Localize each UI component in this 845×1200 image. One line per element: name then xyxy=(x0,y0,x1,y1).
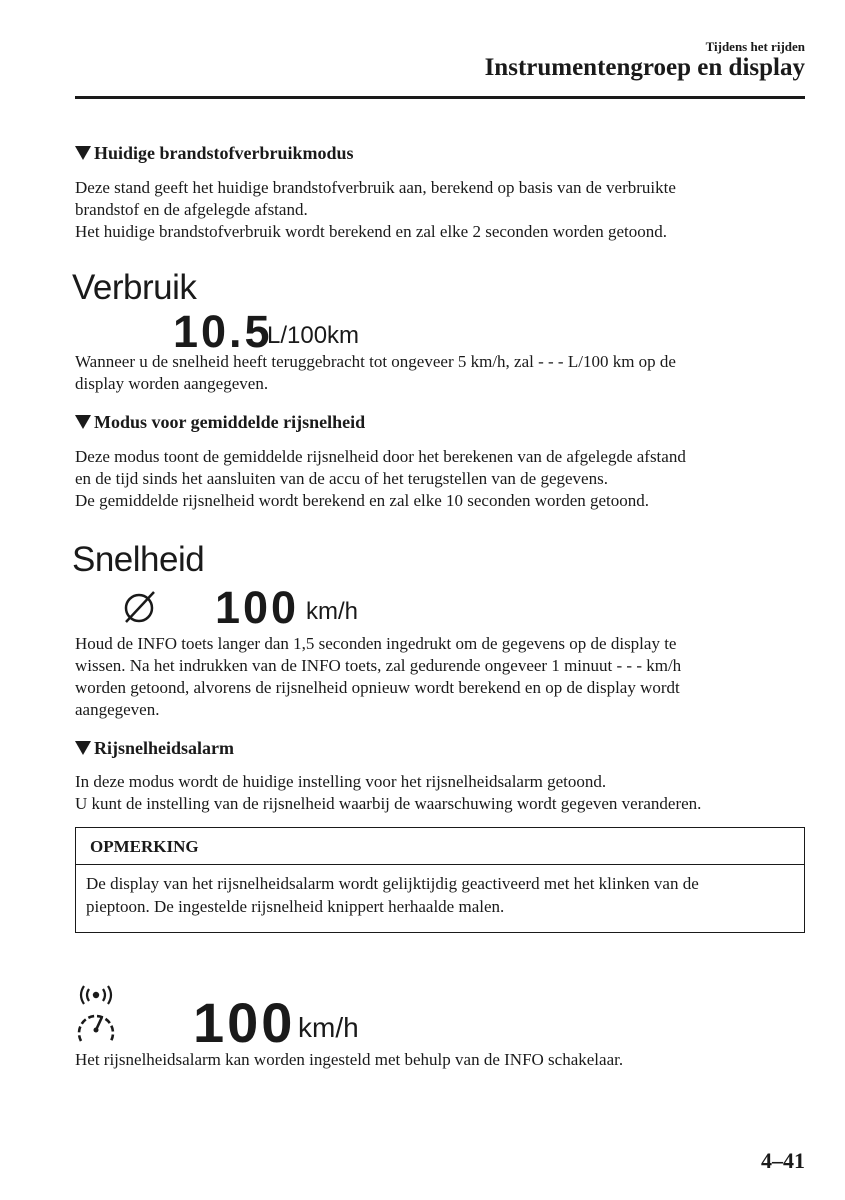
note-line: De display van het rijsnelheidsalarm wordt gelijktijdig geactiveerd met het klinken van de xyxy=(86,874,699,893)
triangle-bullet-icon xyxy=(75,146,91,160)
text-line: Het huidige brandstofverbruik wordt berekend en zal elke 2 seconden worden getoond. xyxy=(75,222,667,241)
note-body xyxy=(76,865,804,918)
text-line: In deze modus wordt de huidige instelling voor het rijsnelheidsalarm getoond. xyxy=(75,772,607,791)
note-box xyxy=(75,827,805,933)
text-line: Houd de INFO toets langer dan 1,5 seconden ingedrukt om de gegevens op de display te xyxy=(75,634,677,653)
text-line: De gemiddelde rijsnelheid wordt berekend en zal elke 10 seconden worden getoond. xyxy=(75,491,650,510)
display-value-alarm: 100 xyxy=(193,991,296,1054)
section-paragraph xyxy=(75,771,805,815)
note-title: OPMERKING xyxy=(76,828,804,865)
speed-alarm-icon xyxy=(72,985,120,1047)
display-value-consumption: 10.5 xyxy=(173,306,273,357)
text-line: wissen. Na het indrukken van de INFO toets, zal gedurende ongeveer 1 minuut - - - km/h xyxy=(75,656,682,675)
text-line: Wanneer u de snelheid heeft teruggebracht tot ongeveer 5 km/h, zal - - - L/100 km op de xyxy=(75,352,676,371)
section-paragraph xyxy=(75,633,805,721)
text-line: Deze modus toont de gemiddelde rijsnelheid door het berekenen van de afgelegde afstand xyxy=(75,447,686,466)
section-paragraph xyxy=(75,351,805,395)
header-divider xyxy=(75,96,805,99)
text-line: en de tijd sinds het aansluiten van de accu of het terugstellen van de gegevens. xyxy=(75,469,608,488)
triangle-bullet-icon xyxy=(75,741,91,755)
text-line: display worden aangegeven. xyxy=(75,374,269,393)
section-heading-text: Rijsnelheidsalarm xyxy=(94,738,235,758)
triangle-bullet-icon xyxy=(75,415,91,429)
section-paragraph xyxy=(75,1049,805,1071)
text-line: Het rijsnelheidsalarm kan worden ingesteld met behulp van de INFO schakelaar. xyxy=(75,1050,624,1069)
page-title: Instrumentengroep en display xyxy=(484,54,805,81)
text-line: brandstof en de afgelegde afstand. xyxy=(75,200,308,219)
text-line: Deze stand geeft het huidige brandstofverbruik aan, berekend op basis van de verbruikte xyxy=(75,178,676,197)
page-number: 4–41 xyxy=(761,1148,805,1173)
text-line: worden getoond, alvorens de rijsnelheid opnieuw wordt berekend en op de display wordt xyxy=(75,678,680,697)
average-symbol-icon xyxy=(121,588,159,626)
section-paragraph xyxy=(75,177,805,243)
display-unit-alarm: km/h xyxy=(298,1012,359,1043)
display-label-speed: Snelheid xyxy=(72,540,205,579)
section-heading-current-consumption xyxy=(75,143,354,164)
text-line: aangegeven. xyxy=(75,700,160,719)
section-heading-average-speed xyxy=(75,412,365,433)
section-paragraph xyxy=(75,446,805,512)
text-line: U kunt de instelling van de rijsnelheid waarbij de waarschuwing wordt gegeven veranderen. xyxy=(75,794,702,813)
display-unit-consumption: L/100km xyxy=(267,322,360,349)
section-heading-speed-alarm xyxy=(75,738,234,759)
display-label-consumption: Verbruik xyxy=(72,268,197,307)
section-heading-text: Modus voor gemiddelde rijsnelheid xyxy=(94,412,366,432)
note-line: pieptoon. De ingestelde rijsnelheid knippert herhaalde malen. xyxy=(86,897,505,916)
section-heading-text: Huidige brandstofverbruikmodus xyxy=(94,143,354,163)
display-value-speed: 100 xyxy=(215,582,300,633)
chapter-label: Tijdens het rijden xyxy=(705,39,805,54)
display-unit-speed: km/h xyxy=(306,598,359,625)
